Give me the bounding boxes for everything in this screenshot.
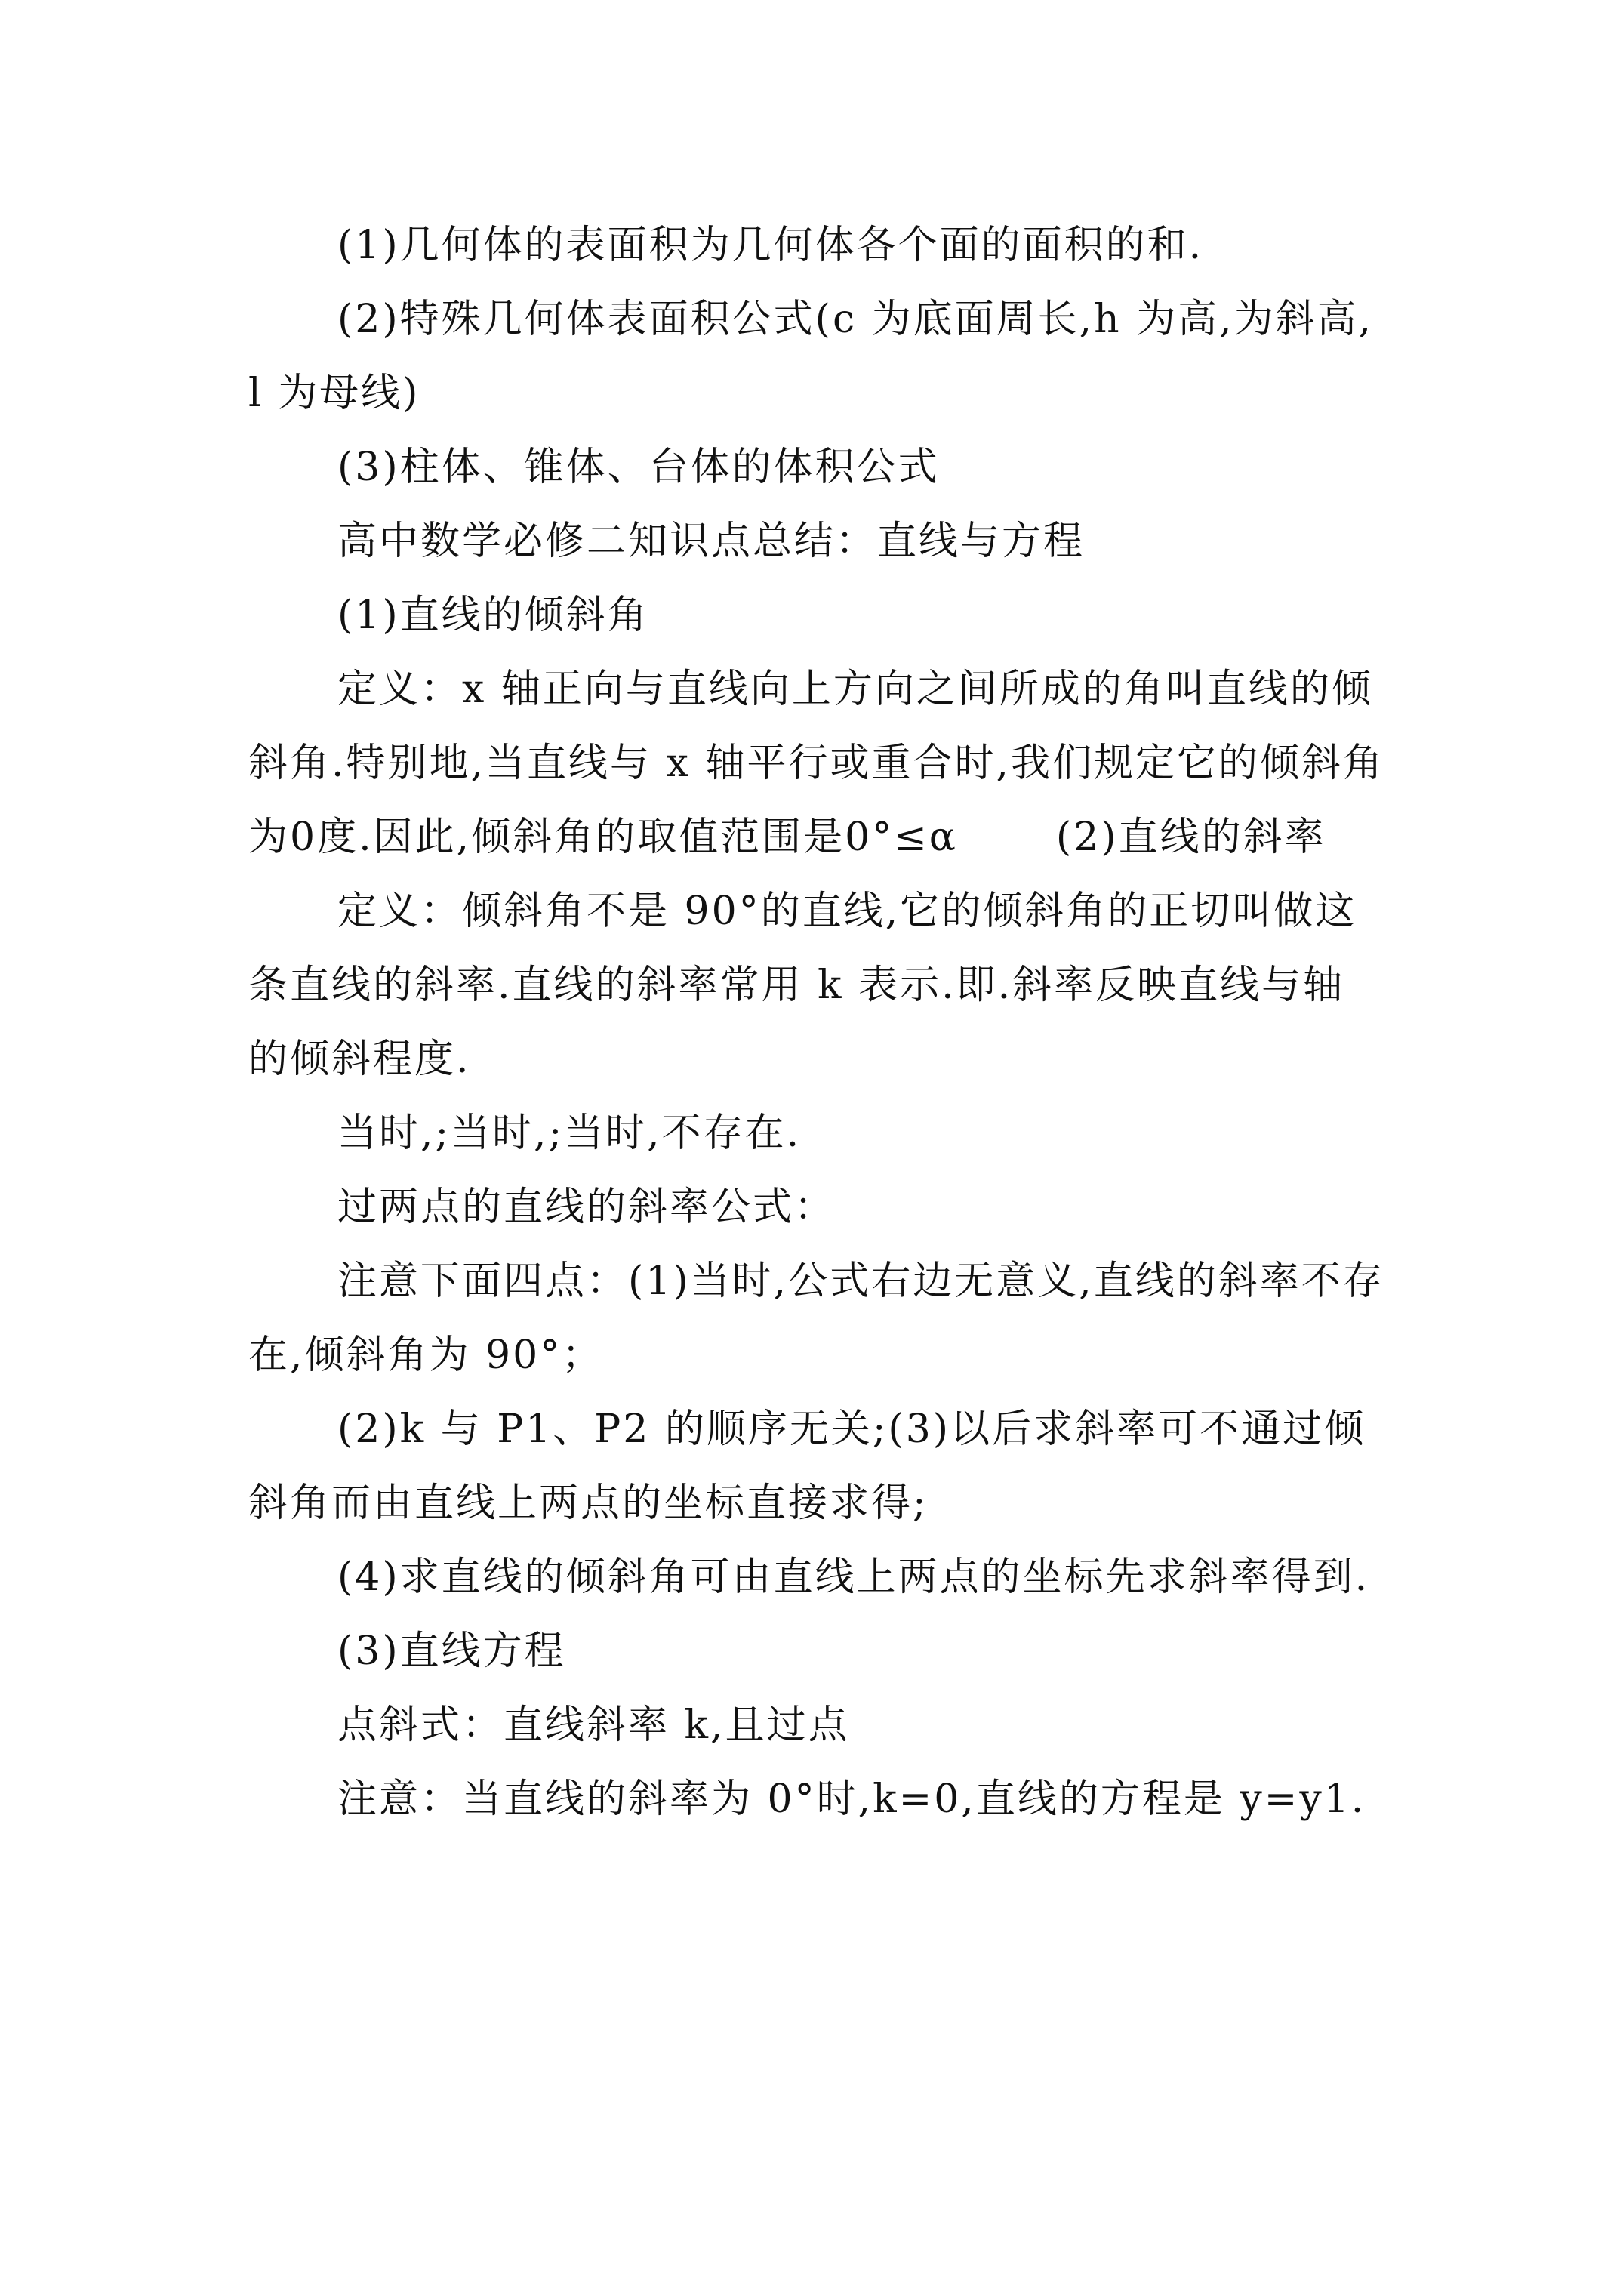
slope-subheading: (2)直线的斜率 [1055,815,1326,860]
paragraph-zero-slope-note: 注意：当直线的斜率为 0°时,k=0,直线的方程是 y=y1. [337,1777,1366,1822]
inclination-definition-text: 定义：x 轴正向与直线向上方向之间所成的角叫直线的倾斜角.特别地,当直线与 x 轴平行或重合时,我们规定它的倾斜角为0度.因此,倾斜角的取值范围是0°≤α [248,667,1384,860]
paragraph-inclination-definition [248,652,1384,874]
paragraph-line-equation: (3)直线方程 [337,1629,566,1674]
paragraph-notes-2-3: (2)k 与 P1、P2 的顺序无关;(3)以后求斜率可不通过倾斜角而由直线上两点的坐标直接求得; [248,1407,1366,1526]
paragraph-notes-1: 注意下面四点：(1)当时,公式右边无意义,直线的斜率不存在,倾斜角为 90°； [248,1259,1384,1378]
paragraph-volume-formula: (3)柱体、锥体、台体的体积公式 [337,445,940,490]
paragraph-slope-cases: 当时,;当时,;当时,不存在. [337,1111,802,1156]
paragraph-special-surface-formula: (2)特殊几何体表面积公式(c 为底面周长,h 为高,为斜高,l 为母线) [248,297,1374,416]
paragraph-slope-definition: 定义：倾斜角不是 90°的直线,它的倾斜角的正切叫做这条直线的斜率.直线的斜率常用 k 表示.即.斜率反映直线与轴的倾斜程度. [248,889,1357,1082]
section-heading-line-equation: 高中数学必修二知识点总结：直线与方程 [337,519,1086,564]
paragraph-two-point-slope: 过两点的直线的斜率公式： [337,1185,836,1230]
document-body [248,208,1384,1836]
paragraph-inclination-angle: (1)直线的倾斜角 [337,593,649,638]
paragraph-notes-4: (4)求直线的倾斜角可由直线上两点的坐标先求斜率得到. [337,1555,1370,1600]
paragraph-surface-area-sum: (1)几何体的表面积为几何体各个面的面积的和. [337,223,1204,268]
paragraph-point-slope-form: 点斜式：直线斜率 k,且过点 [337,1703,850,1748]
